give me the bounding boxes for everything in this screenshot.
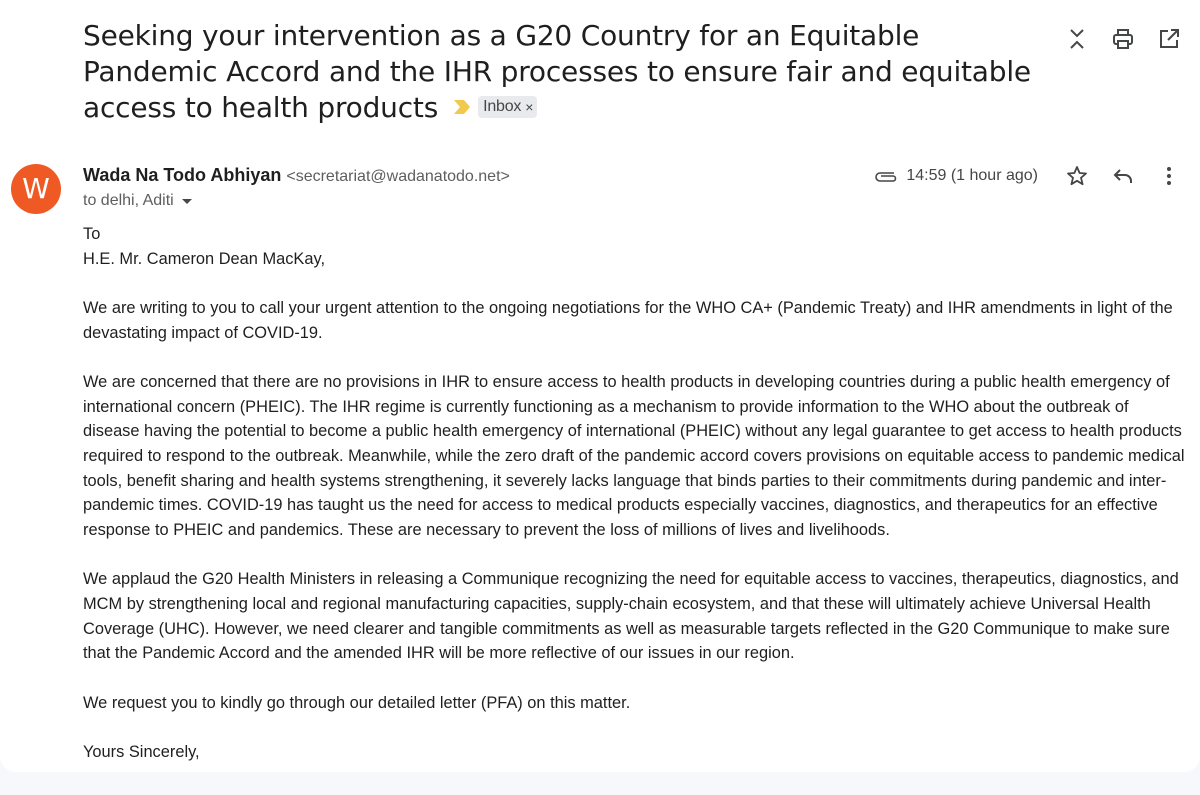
recipients-toggle[interactable] xyxy=(83,190,194,212)
body-paragraph-2: We are concerned that there are no provisions in IHR to ensure access to health products in developing countries during a public health emergency of international concern (PHEIC). The IHR regime is currently functioning as a mechanism to provide information to the WHO about the outbreak of disease having the potential to become a public health emergency of international (PHEIC) without any legal guarantee to get access to health products required to respond to the outbreak. Meanwhile, while the zero draft of the pandemic accord covers provisions on equitable access to pandemic medical tools, benefit sharing and health systems strengthening, it severely lacks language that binds parties to their commitments during pandemic and inter-pandemic times. COVID-19 has taught us the need for access to medical products especially vaccines, diagnostics, and therapeutics for an effective response to PHEIC and pandemics. These are necessary to prevent the loss of millions of lives and livelihoods. xyxy=(83,372,1185,540)
recipients-text: to delhi, Aditi xyxy=(83,192,174,209)
sender-email: <secretariat@wadanatodo.net> xyxy=(286,168,510,185)
salutation xyxy=(83,222,1187,271)
inbox-label-chip xyxy=(478,96,537,118)
open-in-new-window-icon[interactable] xyxy=(1156,26,1182,52)
salutation-recipient: H.E. Mr. Cameron Dean MacKay, xyxy=(83,249,325,268)
expand-collapse-icon[interactable] xyxy=(1064,26,1090,52)
message-timestamp[interactable]: 14:59 (1 hour ago) xyxy=(906,167,1038,184)
email-subject xyxy=(83,18,1053,126)
more-vert-icon[interactable] xyxy=(1156,163,1182,189)
body-paragraph-4: We request you to kindly go through our detailed letter (PFA) on this matter. xyxy=(83,693,631,712)
subject-text: Seeking your intervention as a G20 Country for an Equitable Pandemic Accord and the IHR processes to ensure fair and equitable access to health products xyxy=(83,19,1031,124)
message-actions xyxy=(874,164,1182,188)
chevron-down-icon[interactable] xyxy=(180,194,194,208)
body-paragraph-1: We are writing to you to call your urgent attention to the ongoing negotiations for the WHO CA+ (Pandemic Treaty) and IHR amendments in light of the devastating impact of COVID-19. xyxy=(83,298,1173,342)
body-paragraph-3: We applaud the G20 Health Ministers in releasing a Communique recognizing the need for equitable access to vaccines, therapeutics, diagnostics, and MCM by strengthening local and regional manufacturing capacities, supply-chain ecosystem, and that these will ultimately achieve Universal Health Coverage (UHC). However, we need clearer and tangible commitments as well as measurable targets reflected in the G20 Communique to make sure that the Pandemic Accord and the amended IHR will be more reflective of our issues in our region. xyxy=(83,570,1179,663)
reply-icon[interactable] xyxy=(1110,163,1136,189)
remove-label-button[interactable]: × xyxy=(525,99,534,115)
salutation-to: To xyxy=(83,225,101,243)
sender-avatar[interactable]: W xyxy=(11,164,61,214)
star-icon[interactable] xyxy=(1064,163,1090,189)
subject-toolbar xyxy=(1064,26,1182,52)
label-text: Inbox xyxy=(483,98,522,115)
email-body xyxy=(83,222,1187,764)
sender-line xyxy=(83,164,510,188)
paperclip-icon xyxy=(874,169,898,183)
sender-name[interactable]: Wada Na Todo Abhiyan xyxy=(83,165,282,185)
importance-marker-icon[interactable] xyxy=(452,99,472,115)
closing-line: Yours Sincerely, xyxy=(83,742,200,761)
print-icon[interactable] xyxy=(1110,26,1136,52)
